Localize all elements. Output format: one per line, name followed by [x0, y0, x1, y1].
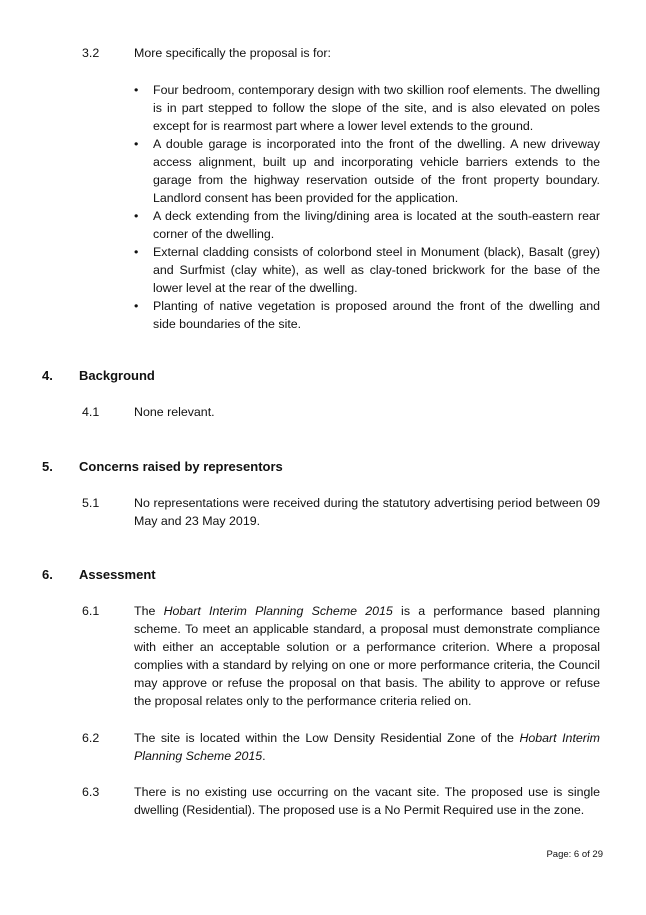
section-number: 5. — [42, 459, 53, 474]
section-title: Concerns raised by representors — [79, 459, 283, 474]
list-item-text: Planting of native vegetation is proposed around the front of the dwelling and side boundaries of the site. — [153, 299, 600, 331]
text-run: The site is located within the Low Density Residential Zone of the — [134, 731, 520, 745]
list-item-text: A double garage is incorporated into the front of the dwelling. A new driveway access alignment, built up and incorporating vehicle barriers extends to the garage from the highway reservation outside of the front property boundary. Landlord consent has been provided for the application. — [153, 137, 600, 205]
bullet-icon: • — [134, 299, 139, 313]
paragraph-number: 5.1 — [82, 496, 100, 510]
list-item-text: A deck extending from the living/dining area is located at the south-eastern rear corner of the dwelling. — [153, 209, 600, 241]
paragraph-text — [134, 602, 600, 710]
text-run: is a performance based planning scheme. To meet an applicable standard, a proposal must demonstrate compliance with either an acceptable solution or a performance criterion. Where a proposal complies with a standard by relying on one or more performance criteria, the Council may approve or refuse the proposal on that basis. The ability to approve or refuse the proposal relates only to the performance criteria relied on. — [134, 604, 600, 708]
paragraph-text — [134, 729, 600, 765]
list-item — [134, 135, 600, 207]
paragraph-number: 6.1 — [82, 604, 100, 618]
list-item-text: External cladding consists of colorbond steel in Monument (black), Basalt (grey) and Surfmist (clay white), as well as clay-toned brickwork for the base of the lower level at the rear of the dwelling. — [153, 245, 600, 295]
text-run: The — [134, 604, 164, 618]
paragraph-number: 6.3 — [82, 785, 100, 799]
list-item — [134, 81, 600, 135]
bullet-icon: • — [134, 209, 139, 223]
section-number: 6. — [42, 567, 53, 582]
paragraph-number: 3.2 — [82, 46, 100, 60]
list-item — [134, 243, 600, 297]
scheme-title-italic: Hobart Interim Planning Scheme 2015 — [134, 731, 600, 763]
text-run: . — [262, 749, 266, 763]
bullet-icon: • — [134, 137, 139, 151]
section-title: Assessment — [79, 567, 156, 582]
list-item-text: Four bedroom, contemporary design with two skillion roof elements. The dwelling is in part stepped to follow the slope of the site, and is also elevated on poles except for is rearmost part where a lower level extends to the ground. — [153, 83, 600, 133]
page-number-footer: Page: 6 of 29 — [546, 849, 603, 860]
list-item — [134, 297, 600, 333]
paragraph-text: None relevant. — [134, 405, 215, 419]
paragraph-text: No representations were received during the statutory advertising period between 09 May and 23 May 2019. — [134, 496, 600, 528]
paragraph-number: 4.1 — [82, 405, 100, 419]
proposal-bullet-list — [134, 81, 600, 333]
section-title: Background — [79, 368, 155, 383]
list-item — [134, 207, 600, 243]
paragraph-text: There is no existing use occurring on the vacant site. The proposed use is single dwelling (Residential). The proposed use is a No Permit Required use in the zone. — [134, 785, 600, 817]
section-number: 4. — [42, 368, 53, 383]
paragraph-number: 6.2 — [82, 731, 100, 745]
bullet-icon: • — [134, 245, 139, 259]
paragraph-text: More specifically the proposal is for: — [134, 46, 331, 60]
bullet-icon: • — [134, 83, 139, 97]
scheme-title-italic: Hobart Interim Planning Scheme 2015 — [163, 604, 393, 618]
